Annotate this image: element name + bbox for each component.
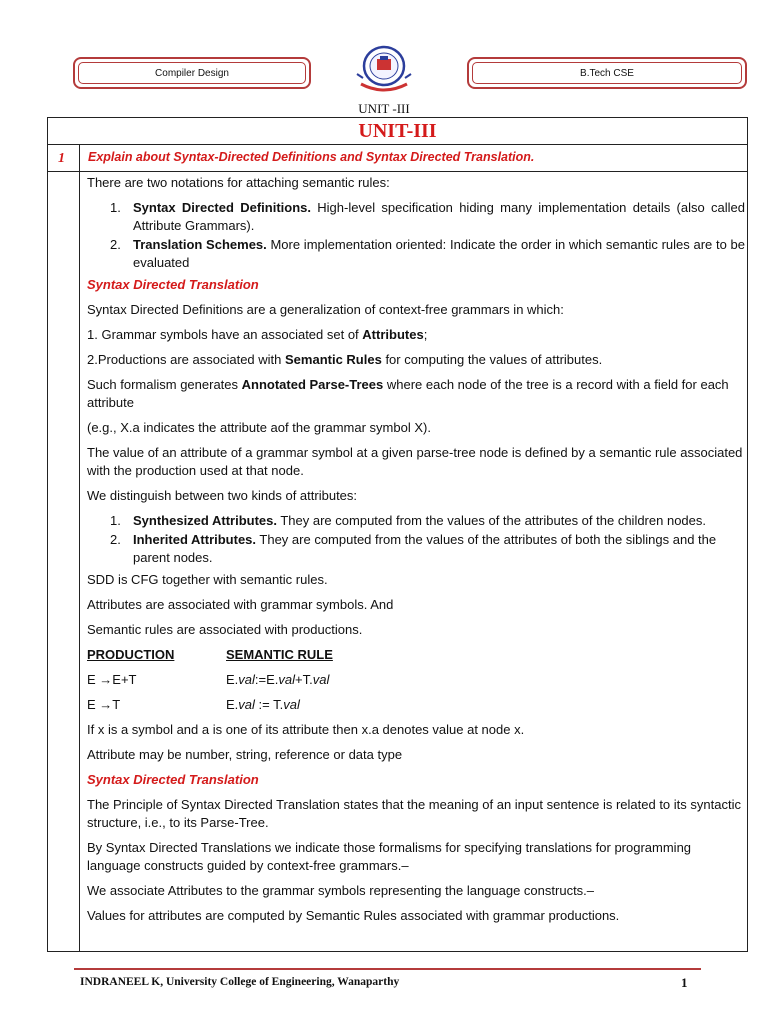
paragraph: 1. Grammar symbols have an associated set of Attributes;	[87, 327, 428, 342]
semantic-rule-heading: SEMANTIC RULE	[226, 647, 333, 662]
paragraph: We distinguish between two kinds of attributes:	[87, 488, 358, 503]
list-item: 1. Syntax Directed Definitions. High-level specification hiding many implementation details (also called Attribute Grammars).	[110, 200, 745, 233]
paragraph: Attributes are associated with grammar symbols. And	[87, 597, 394, 612]
notations-list	[87, 199, 745, 272]
paragraph: Values for attributes are computed by Semantic Rules associated with grammar productions.	[87, 908, 620, 923]
paragraph: SDD is CFG together with semantic rules.	[87, 572, 328, 587]
program-label: B.Tech CSE	[472, 62, 742, 84]
attribute-kinds-list	[87, 512, 745, 567]
column-divider	[79, 145, 80, 951]
university-seal-logo	[353, 44, 415, 94]
list-item: 1. Synthesized Attributes. They are computed from the values of the attributes of the children nodes.	[110, 513, 706, 528]
production-row: E →T E.val := T.val	[87, 697, 300, 712]
paragraph: By Syntax Directed Translations we indicate those formalisms for specifying translations for programming language constructs guided by context-free grammars.–	[87, 840, 692, 873]
paragraph: We associate Attributes to the grammar symbols representing the language constructs.–	[87, 883, 595, 898]
paragraph: The Principle of Syntax Directed Translation states that the meaning of an input sentence is related to its syntactic structure, i.e., to its Parse-Tree.	[87, 797, 741, 830]
paragraph: If x is a symbol and a is one of its attribute then x.a denotes value at node x.	[87, 722, 525, 737]
unit-caption: UNIT -III	[358, 101, 410, 116]
production-heading: PRODUCTION	[87, 647, 175, 662]
program-box	[467, 57, 747, 89]
intro-text: There are two notations for attaching semantic rules:	[87, 175, 390, 190]
section-heading: Syntax Directed Translation	[87, 277, 259, 292]
question-number: 1	[58, 151, 65, 166]
section-heading: Syntax Directed Translation	[87, 772, 259, 787]
paragraph: Such formalism generates Annotated Parse-Trees where each node of the tree is a record with a field for each attribute	[87, 377, 729, 410]
list-item: 2. Translation Schemes. More implementation oriented: Indicate the order in which semantic rules are to be evaluated	[110, 237, 745, 270]
question-text: Explain about Syntax-Directed Definitions and Syntax Directed Translation.	[88, 150, 535, 164]
footer-author: INDRANEEL K, University College of Engineering, Wanaparthy	[80, 976, 400, 988]
question-row	[48, 145, 747, 172]
footer-rule	[74, 968, 701, 970]
production-row: E →E+T E.val:=E.val+T.val	[87, 672, 330, 687]
list-item: 2. Inherited Attributes. They are computed from the values of the attributes of both the siblings and the parent nodes.	[110, 532, 717, 565]
paragraph: 2.Productions are associated with Semantic Rules for computing the values of attributes.	[87, 352, 603, 367]
paragraph: (e.g., X.a indicates the attribute aof the grammar symbol X).	[87, 420, 431, 435]
production-header	[87, 646, 745, 664]
course-box	[73, 57, 311, 89]
paragraph: The value of an attribute of a grammar symbol at a given parse-tree node is defined by a semantic rule associated with the production used at that node.	[87, 445, 743, 478]
paragraph: Syntax Directed Definitions are a generalization of context-free grammars in which:	[87, 302, 564, 317]
unit-title: UNIT-III	[358, 120, 437, 142]
answer-content	[87, 174, 745, 932]
page-number: 1	[681, 975, 688, 990]
paragraph: Attribute may be number, string, reference or data type	[87, 747, 403, 762]
paragraph: Semantic rules are associated with productions.	[87, 622, 363, 637]
unit-title-row	[48, 118, 747, 145]
course-label: Compiler Design	[78, 62, 306, 84]
